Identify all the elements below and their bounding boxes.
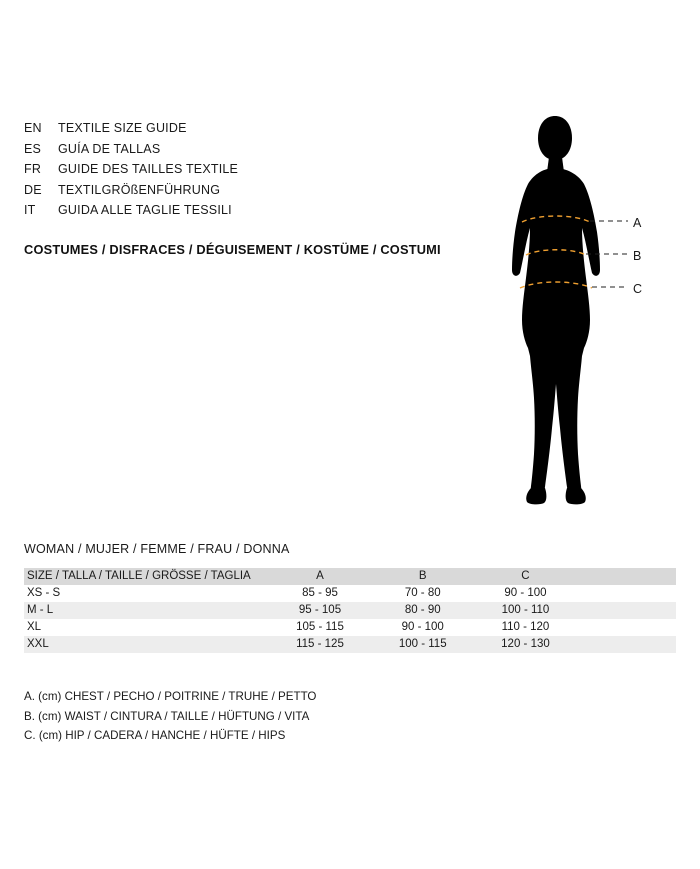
cell-waist: 80 - 90	[404, 604, 441, 616]
costumes-subtitle: COSTUMES / DISFRACES / DÉGUISEMENT / KOSTÜME / COSTUMI	[24, 242, 441, 257]
language-code: FR	[24, 162, 42, 176]
cell-pad	[577, 585, 676, 602]
column-header-a: A	[316, 570, 324, 582]
table-body	[24, 585, 676, 653]
cell-chest: 115 - 125	[296, 638, 344, 650]
cell-size: XS - S	[27, 587, 61, 599]
body-figure	[470, 110, 670, 510]
cell-pad	[577, 636, 676, 653]
cell-pad	[577, 602, 676, 619]
size-table	[24, 568, 676, 653]
cell-pad	[577, 619, 676, 636]
cell-hip: 90 - 100	[504, 587, 547, 599]
table-header	[24, 568, 676, 585]
language-row-fr	[24, 159, 444, 180]
measurement-legend	[24, 687, 316, 746]
column-header-c: C	[521, 570, 530, 582]
table-row	[24, 619, 676, 636]
measure-letter-b: B	[633, 249, 642, 263]
cell-chest: 85 - 95	[302, 587, 338, 599]
measure-letter-c: C	[633, 282, 643, 296]
table-row	[24, 636, 676, 653]
column-header-size: SIZE / TALLA / TAILLE / GRÖSSE / TAGLIA	[27, 570, 251, 582]
table-section-title: WOMAN / MUJER / FEMME / FRAU / DONNA	[24, 542, 290, 556]
cell-size: XXL	[27, 638, 49, 650]
legend-line-c: C. (cm) HIP / CADERA / HANCHE / HÜFTE / HIPS	[24, 729, 286, 742]
cell-size: M - L	[27, 604, 54, 616]
column-header-b: B	[418, 570, 427, 582]
legend-line-b: B. (cm) WAIST / CINTURA / TAILLE / HÜFTUNG / VITA	[24, 709, 310, 723]
cell-hip: 100 - 110	[501, 604, 550, 616]
language-code: EN	[24, 121, 42, 135]
language-title: TEXTILGRÖßENFÜHRUNG	[58, 182, 221, 197]
cell-size: XL	[27, 621, 42, 633]
cell-waist: 90 - 100	[401, 621, 444, 633]
language-title: GUIDE DES TAILLES TEXTILE	[58, 162, 239, 176]
cell-waist: 70 - 80	[404, 587, 441, 599]
table-row	[24, 585, 676, 602]
cell-hip: 120 - 130	[501, 638, 550, 650]
language-code: IT	[24, 203, 36, 217]
language-row-es	[24, 139, 444, 160]
cell-chest: 105 - 115	[296, 621, 344, 633]
cell-waist: 100 - 115	[398, 638, 447, 650]
legend-line-a: A. (cm) CHEST / PECHO / POITRINE / TRUHE / PETTO	[24, 690, 317, 703]
cell-chest: 95 - 105	[298, 604, 342, 616]
cell-hip: 110 - 120	[501, 621, 550, 633]
language-row-it	[24, 200, 444, 221]
language-title: GUÍA DE TALLAS	[58, 141, 161, 156]
column-header-pad	[577, 568, 676, 585]
language-row-en	[24, 118, 444, 139]
language-title: TEXTILE SIZE GUIDE	[58, 121, 187, 135]
measure-letter-a: A	[633, 216, 642, 230]
table-header-row	[24, 568, 676, 585]
language-list	[24, 118, 444, 221]
female-silhouette-icon	[470, 110, 670, 510]
language-code: DE	[24, 182, 42, 197]
language-title: GUIDA ALLE TAGLIE TESSILI	[58, 203, 232, 217]
language-code: ES	[24, 141, 42, 156]
table-row	[24, 602, 676, 619]
language-row-de	[24, 180, 444, 201]
